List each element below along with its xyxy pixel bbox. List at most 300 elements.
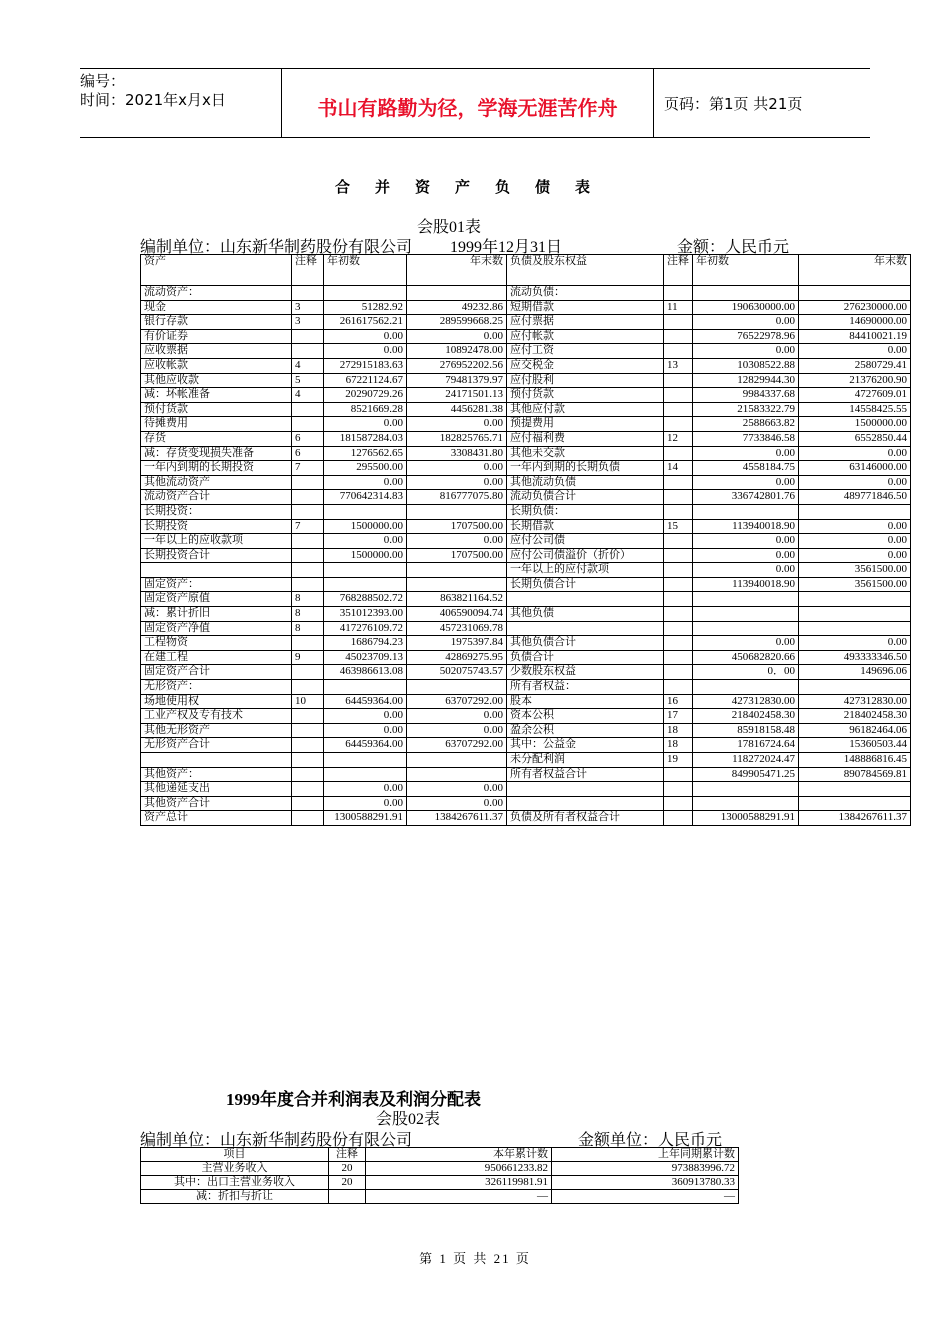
table-cell: 预付货款 [507, 388, 664, 403]
column-header: 资产 [141, 255, 292, 286]
table-cell: 1975397.84 [407, 636, 507, 651]
table-cell [664, 767, 693, 782]
table-cell: 182825765.71 [407, 431, 507, 446]
table-cell: 427312830.00 [693, 694, 799, 709]
table-cell [407, 577, 507, 592]
table-cell: 973883996.72 [552, 1162, 739, 1176]
table-cell: 长期负债： [507, 504, 664, 519]
table-cell [407, 504, 507, 519]
table-row [141, 417, 911, 432]
table-cell: 流动负债合计 [507, 490, 664, 505]
table-cell: 15360503.44 [799, 738, 911, 753]
table-cell: 18 [664, 723, 693, 738]
table-cell [664, 621, 693, 636]
table-row [141, 300, 911, 315]
table-cell: 19 [664, 753, 693, 768]
table-row [141, 563, 911, 578]
table-cell: 4558184.75 [693, 461, 799, 476]
table-cell: 17816724.64 [693, 738, 799, 753]
table-cell: 0.00 [799, 475, 911, 490]
table-cell: 长期投资 [141, 519, 292, 534]
table-cell: 短期借款 [507, 300, 664, 315]
table-cell: 45023709.13 [324, 650, 407, 665]
table-cell: 银行存款 [141, 315, 292, 330]
table-cell: 应付工资 [507, 344, 664, 359]
table-cell [664, 636, 693, 651]
table-row [141, 767, 911, 782]
table-row [141, 665, 911, 680]
table-cell: 应收票据 [141, 344, 292, 359]
table-cell: 固定资产原值 [141, 592, 292, 607]
table-cell: 主营业务收入 [141, 1162, 329, 1176]
table-cell: 181587284.03 [324, 431, 407, 446]
table-cell [799, 286, 911, 301]
table-cell [664, 665, 693, 680]
table-cell: 应付公司债 [507, 534, 664, 549]
table-cell: 0.00 [407, 475, 507, 490]
table-cell: 6552850.44 [799, 431, 911, 446]
table-cell: 0.00 [407, 782, 507, 797]
table-cell: 417276109.72 [324, 621, 407, 636]
table-cell [693, 621, 799, 636]
table-cell: 351012393.00 [324, 607, 407, 622]
table-cell: 4727609.01 [799, 388, 911, 403]
table-cell: 0.00 [693, 636, 799, 651]
table-cell: 863821164.52 [407, 592, 507, 607]
header-left [80, 69, 282, 137]
table-cell: 816777075.80 [407, 490, 507, 505]
table-cell: 6 [292, 446, 324, 461]
table-cell [292, 811, 324, 826]
column-header: 项目 [141, 1148, 329, 1162]
income-statement-title: 1999年度合并利润表及利润分配表 [226, 1090, 481, 1109]
table-cell [292, 796, 324, 811]
table-cell: 1686794.23 [324, 636, 407, 651]
table-cell: — [366, 1190, 552, 1204]
table-cell: 8 [292, 621, 324, 636]
table-cell: 长期负债合计 [507, 577, 664, 592]
table-cell: 应付票据 [507, 315, 664, 330]
table-cell: 其他资产合计 [141, 796, 292, 811]
table-cell: 7 [292, 519, 324, 534]
table-cell: 218402458.30 [693, 709, 799, 724]
table-row [141, 446, 911, 461]
table-row [141, 388, 911, 403]
table-cell [799, 592, 911, 607]
table-cell: 负债合计 [507, 650, 664, 665]
table-cell [292, 753, 324, 768]
table-cell: 0.00 [693, 548, 799, 563]
table-cell: 0.00 [407, 329, 507, 344]
table-cell [693, 592, 799, 607]
table-cell: 21583322.79 [693, 402, 799, 417]
table-cell [292, 329, 324, 344]
column-header: 本年累计数 [366, 1148, 552, 1162]
table-cell: 67221124.67 [324, 373, 407, 388]
table-row [141, 592, 911, 607]
page-footer: 第 1 页 共 21 页 [419, 1251, 531, 1266]
table-cell [664, 680, 693, 695]
table-row [141, 329, 911, 344]
table-cell: 51282.92 [324, 300, 407, 315]
table-cell: 其他递延支出 [141, 782, 292, 797]
table-cell: 其他未交款 [507, 446, 664, 461]
table-cell: 其他应付款 [507, 402, 664, 417]
table-cell: 16 [664, 694, 693, 709]
table-cell [324, 680, 407, 695]
table-cell: 770642314.83 [324, 490, 407, 505]
table-row [141, 738, 911, 753]
table-cell: 49232.86 [407, 300, 507, 315]
table-cell: 少数股东权益 [507, 665, 664, 680]
page-label: 页码：第1页 共21页 [664, 94, 803, 113]
balance-sheet-form-no: 会股01表 [417, 219, 482, 236]
table-cell [664, 490, 693, 505]
table-cell: 0.00 [407, 709, 507, 724]
table-cell [799, 782, 911, 797]
table-cell [693, 504, 799, 519]
table-cell [292, 286, 324, 301]
table-cell: 预提费用 [507, 417, 664, 432]
table-cell [664, 577, 693, 592]
table-cell: 489771846.50 [799, 490, 911, 505]
table-cell [664, 329, 693, 344]
table-cell: 其他应收款 [141, 373, 292, 388]
table-cell: 0.00 [407, 723, 507, 738]
table-cell: 0.00 [324, 723, 407, 738]
table-cell [664, 402, 693, 417]
table-cell: 493333346.50 [799, 650, 911, 665]
table-cell [292, 563, 324, 578]
table-cell: 14 [664, 461, 693, 476]
table-cell: 14690000.00 [799, 315, 911, 330]
table-row [141, 811, 911, 826]
table-cell: 减：坏帐准备 [141, 388, 292, 403]
table-cell [407, 563, 507, 578]
table-cell: 3561500.00 [799, 563, 911, 578]
table-cell: 502075743.57 [407, 665, 507, 680]
column-header: 负债及股东权益 [507, 255, 664, 286]
table-cell: 84410021.19 [799, 329, 911, 344]
table-cell [693, 782, 799, 797]
table-cell: 12829944.30 [693, 373, 799, 388]
table-cell: 113940018.90 [693, 519, 799, 534]
table-cell: 950661233.82 [366, 1162, 552, 1176]
table-cell: 应付福利费 [507, 431, 664, 446]
table-cell [507, 796, 664, 811]
table-cell: 85918158.48 [693, 723, 799, 738]
table-cell: 890784569.81 [799, 767, 911, 782]
column-header: 注释 [329, 1148, 366, 1162]
table-cell: 113940018.90 [693, 577, 799, 592]
table-cell: 应付公司债溢价（折价） [507, 548, 664, 563]
table-cell: 减：累计折旧 [141, 607, 292, 622]
column-header: 年初数 [324, 255, 407, 286]
table-cell [664, 504, 693, 519]
table-cell: 11 [664, 300, 693, 315]
table-cell: 其他无形资产 [141, 723, 292, 738]
table-cell: 固定资产合计 [141, 665, 292, 680]
table-cell [664, 534, 693, 549]
income-statement-unit: 编制单位：山东新华制药股份有限公司 [140, 1132, 413, 1149]
table-cell: 0.00 [799, 534, 911, 549]
table-cell [799, 621, 911, 636]
table-cell [324, 504, 407, 519]
table-cell: 一年内到期的长期负债 [507, 461, 664, 476]
table-cell: 0.00 [324, 709, 407, 724]
table-row [141, 1190, 739, 1204]
table-cell: 0.00 [799, 519, 911, 534]
table-cell: 10892478.00 [407, 344, 507, 359]
table-cell: 0.00 [407, 796, 507, 811]
balance-sheet-unit: 编制单位：山东新华制药股份有限公司 [140, 239, 413, 256]
table-cell [693, 607, 799, 622]
table-cell: 8 [292, 607, 324, 622]
table-cell: 4456281.38 [407, 402, 507, 417]
table-cell: 其他资产： [141, 767, 292, 782]
table-cell: 24171501.13 [407, 388, 507, 403]
table-cell: 0.00 [324, 417, 407, 432]
table-cell [292, 709, 324, 724]
table-cell [407, 753, 507, 768]
table-cell: 1384267611.37 [799, 811, 911, 826]
header-row [141, 255, 911, 286]
table-cell [799, 796, 911, 811]
table-row [141, 577, 911, 592]
income-statement-table [140, 1147, 739, 1204]
income-statement-form-no: 会股02表 [376, 1111, 441, 1128]
table-row [141, 519, 911, 534]
table-cell: 流动资产合计 [141, 490, 292, 505]
table-cell: 6 [292, 431, 324, 446]
table-cell: 9984337.68 [693, 388, 799, 403]
table-cell [407, 767, 507, 782]
table-cell [292, 767, 324, 782]
table-cell: 0.00 [693, 446, 799, 461]
table-cell: 股本 [507, 694, 664, 709]
table-cell: 应付帐款 [507, 329, 664, 344]
table-cell: 一年以上的应付款项 [507, 563, 664, 578]
table-cell [664, 344, 693, 359]
table-row [141, 344, 911, 359]
table-cell: 295500.00 [324, 461, 407, 476]
table-cell [141, 563, 292, 578]
table-cell: 0.00 [324, 344, 407, 359]
table-cell [693, 286, 799, 301]
table-cell: 应交税金 [507, 358, 664, 373]
table-row [141, 548, 911, 563]
table-cell: 盈余公积 [507, 723, 664, 738]
table-cell: 其他负债 [507, 607, 664, 622]
balance-sheet-title: 合并资产负债表 [334, 178, 615, 196]
table-cell: 3 [292, 300, 324, 315]
table-cell: 1276562.65 [324, 446, 407, 461]
time-label: 时间：2021年x月x日 [80, 91, 226, 109]
table-cell: 1500000.00 [324, 548, 407, 563]
table-cell: 406590094.74 [407, 607, 507, 622]
table-cell: 4 [292, 388, 324, 403]
table-cell: 一年内到期的长期投资 [141, 461, 292, 476]
table-row [141, 461, 911, 476]
table-cell: 减：折扣与折让 [141, 1190, 329, 1204]
table-row [141, 504, 911, 519]
table-cell: 10308522.88 [693, 358, 799, 373]
table-cell: 无形资产合计 [141, 738, 292, 753]
table-cell: 17 [664, 709, 693, 724]
table-cell: 工程物资 [141, 636, 292, 651]
table-cell [324, 767, 407, 782]
table-cell: 0.00 [693, 315, 799, 330]
table-cell: 1500000.00 [799, 417, 911, 432]
table-row [141, 694, 911, 709]
table-cell: 768288502.72 [324, 592, 407, 607]
table-cell [664, 417, 693, 432]
table-row [141, 373, 911, 388]
table-cell: 0.00 [324, 782, 407, 797]
table-cell [292, 534, 324, 549]
table-row [141, 782, 911, 797]
table-row [141, 490, 911, 505]
table-cell: 190630000.00 [693, 300, 799, 315]
table-cell: 所有者权益： [507, 680, 664, 695]
table-cell: 流动资产： [141, 286, 292, 301]
table-cell: 63146000.00 [799, 461, 911, 476]
table-cell: 0.00 [799, 636, 911, 651]
table-cell [407, 286, 507, 301]
table-cell: 0.00 [407, 534, 507, 549]
table-cell: 一年以上的应收款项 [141, 534, 292, 549]
table-cell: 1384267611.37 [407, 811, 507, 826]
table-cell: 0.00 [693, 344, 799, 359]
table-cell [664, 607, 693, 622]
table-cell: 其他负债合计 [507, 636, 664, 651]
table-cell: 无形资产： [141, 680, 292, 695]
table-cell [324, 577, 407, 592]
table-cell: 20 [329, 1162, 366, 1176]
table-cell: 457231069.78 [407, 621, 507, 636]
table-cell: 0.00 [693, 534, 799, 549]
table-row [141, 753, 911, 768]
table-cell: 长期借款 [507, 519, 664, 534]
table-cell: 276230000.00 [799, 300, 911, 315]
table-cell [664, 782, 693, 797]
table-cell [664, 563, 693, 578]
table-cell: 未分配利润 [507, 753, 664, 768]
table-cell [407, 680, 507, 695]
table-cell: 3561500.00 [799, 577, 911, 592]
table-cell: 360913780.33 [552, 1176, 739, 1190]
table-cell [664, 475, 693, 490]
table-cell: 应收帐款 [141, 358, 292, 373]
table-cell: — [552, 1190, 739, 1204]
table-cell: 336742801.76 [693, 490, 799, 505]
table-cell: 10 [292, 694, 324, 709]
table-cell [664, 811, 693, 826]
table-cell: 现金 [141, 300, 292, 315]
table-cell: 3 [292, 315, 324, 330]
table-cell: 8 [292, 592, 324, 607]
table-cell [292, 665, 324, 680]
table-cell [292, 344, 324, 359]
table-cell: 118272024.47 [693, 753, 799, 768]
table-cell: 849905471.25 [693, 767, 799, 782]
table-cell: 1707500.00 [407, 548, 507, 563]
table-cell: 42869275.95 [407, 650, 507, 665]
table-cell: 其中：公益金 [507, 738, 664, 753]
table-cell: 15 [664, 519, 693, 534]
table-cell [292, 738, 324, 753]
table-cell: 2580729.41 [799, 358, 911, 373]
table-cell [324, 286, 407, 301]
balance-sheet-table [140, 254, 911, 826]
page-header [80, 68, 870, 138]
table-cell: 固定资产： [141, 577, 292, 592]
table-cell: 减：存货变现损失准备 [141, 446, 292, 461]
table-cell [664, 796, 693, 811]
table-cell [799, 607, 911, 622]
table-cell [292, 782, 324, 797]
column-header: 年末数 [407, 255, 507, 286]
table-cell: 0.00 [324, 329, 407, 344]
table-cell: 0.00 [693, 563, 799, 578]
table-cell: 218402458.30 [799, 709, 911, 724]
table-cell [292, 504, 324, 519]
table-cell: 20 [329, 1176, 366, 1190]
table-cell [507, 592, 664, 607]
table-cell: 0.00 [799, 548, 911, 563]
table-row [141, 607, 911, 622]
table-cell: 79481379.97 [407, 373, 507, 388]
table-row [141, 680, 911, 695]
income-statement-currency: 金额单位：人民币元 [578, 1132, 723, 1149]
table-cell: 长期投资： [141, 504, 292, 519]
table-cell: 18 [664, 738, 693, 753]
table-cell: 资产总计 [141, 811, 292, 826]
table-cell [664, 373, 693, 388]
table-cell: 0.00 [693, 475, 799, 490]
table-cell: 0.00 [799, 344, 911, 359]
table-cell [292, 417, 324, 432]
table-cell [324, 753, 407, 768]
table-cell [292, 475, 324, 490]
table-cell: 有价证券 [141, 329, 292, 344]
column-header: 注释 [664, 255, 693, 286]
table-cell: 长期投资合计 [141, 548, 292, 563]
table-cell: 0.00 [407, 461, 507, 476]
table-cell [141, 753, 292, 768]
table-cell [292, 490, 324, 505]
table-cell: 463986613.08 [324, 665, 407, 680]
table-cell: 其他流动资产 [141, 475, 292, 490]
header-row [141, 1148, 739, 1162]
table-cell: 64459364.00 [324, 694, 407, 709]
table-cell [292, 636, 324, 651]
table-cell: 0.00 [407, 417, 507, 432]
table-cell: 4 [292, 358, 324, 373]
table-cell: 0．00 [693, 665, 799, 680]
table-cell: 在建工程 [141, 650, 292, 665]
table-row [141, 358, 911, 373]
table-cell: 1500000.00 [324, 519, 407, 534]
table-cell [507, 782, 664, 797]
table-cell: 5 [292, 373, 324, 388]
table-cell [664, 446, 693, 461]
table-cell [664, 548, 693, 563]
table-row [141, 796, 911, 811]
table-row [141, 650, 911, 665]
table-cell: 21376200.90 [799, 373, 911, 388]
table-cell: 0.00 [799, 446, 911, 461]
